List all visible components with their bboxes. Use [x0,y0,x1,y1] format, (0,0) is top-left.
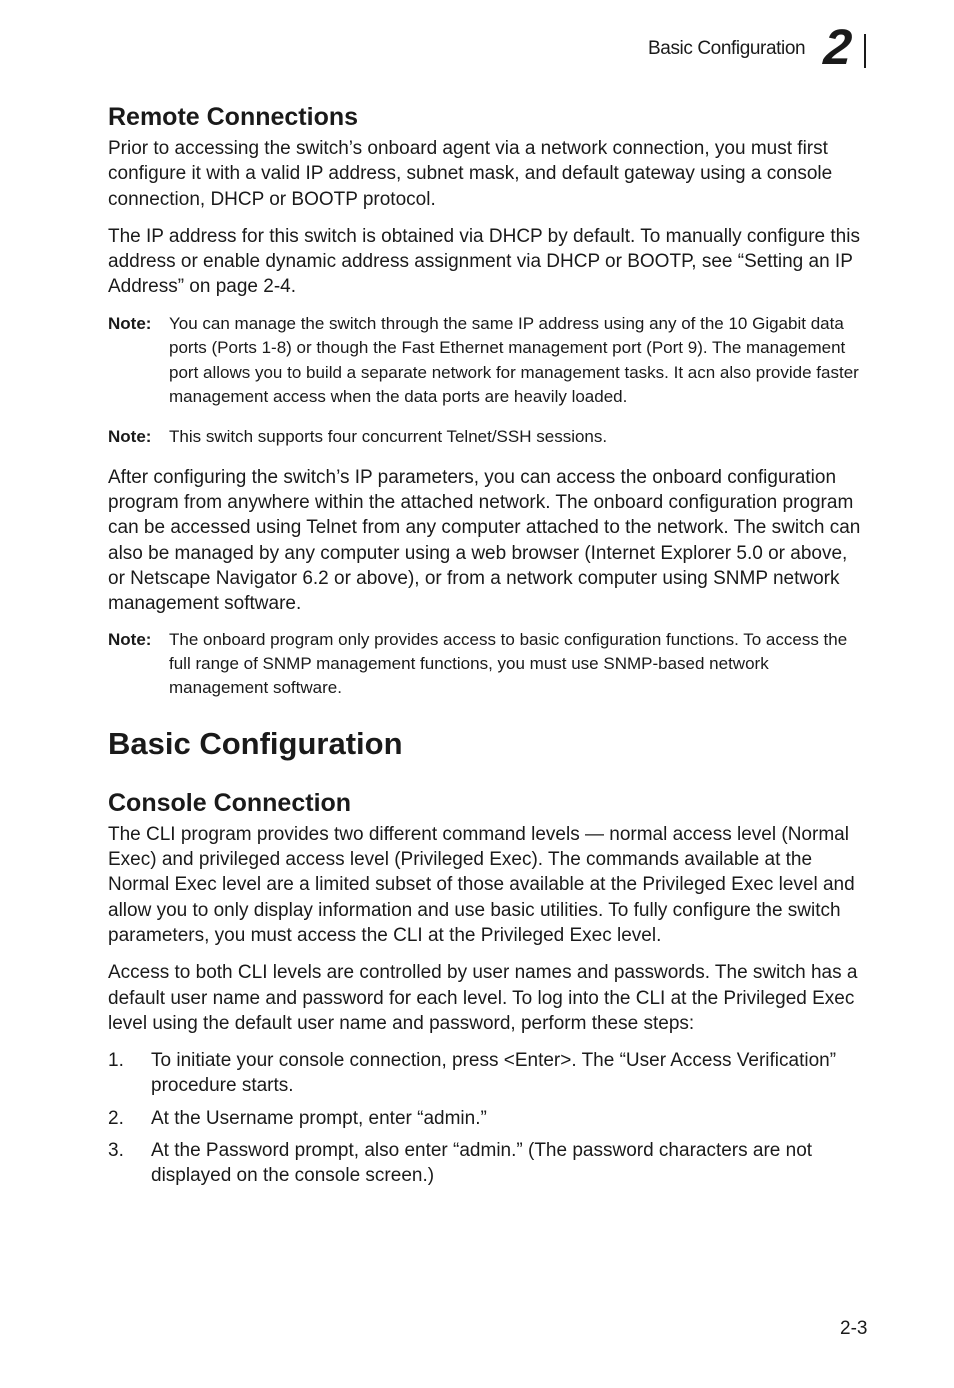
list-item [108,1048,868,1099]
step-number: 1. [108,1050,124,1072]
console-connection-heading: Console Connection [108,788,352,817]
basic-configuration-heading: Basic Configuration [108,725,403,761]
list-item [108,1138,868,1189]
note-label: Note: [108,313,152,333]
running-header-title: Basic Configuration [648,38,806,59]
console-para-1: The CLI program provides two different command levels — normal access level (Normal Exec) and privileged access level (Privileged Exec). The commands available at the Normal Exec level are a limited subset of those available at the Privileged Exec level and allow you to only display information and use basic utilities. To fully configure the switch parameters, you must access the CLI at the Privileged Exec level. [108,823,855,946]
step-number: 2. [108,1107,124,1129]
step-text: At the Username prompt, enter “admin.” [151,1107,487,1129]
remote-para-1: Prior to accessing the switch’s onboard agent via a network connection, you must first configure it with a valid IP address, subnet mask, and default gateway using a console connection, DHCP or BOOTP protocol. [108,138,833,210]
note-management-port [108,312,868,410]
note-text: You can manage the switch through the same IP address using any of the 10 Gigabit data ports (Ports 1-8) or though the Fast Ethernet management port (Port 9). The management port allows you to build a separate network for management tasks. It acn also provide faster management access when the data ports are heavily loaded. [169,313,859,406]
note-text: The onboard program only provides access to basic configuration functions. To access the full range of SNMP management functions, you must use SNMP-based network management software. [169,629,848,698]
note-label: Note: [108,629,152,649]
page-number: 2-3 [840,1318,868,1339]
remote-para-2: The IP address for this switch is obtained via DHCP by default. To manually configure this address or enable dynamic address assignment via DHCP or BOOTP, see “Setting an IP Address” on page 2-4. [108,225,860,298]
remote-para-3: After configuring the switch’s IP parameters, you can access the onboard configuration program from anywhere within the attached network. The onboard configuration program can be accessed using Telnet from any computer attached to the network. The switch can also be managed by any computer using a web browser (Internet Explorer 5.0 or above, or Netscape Navigator 6.2 or above), or from a network computer using SNMP network management software. [108,466,861,615]
chapter-number: 2 [822,19,854,75]
remote-connections-heading: Remote Connections [108,103,359,131]
step-text: At the Password prompt, also enter “admin.” (The password characters are not displayed on the console screen.) [151,1140,813,1187]
list-item [108,1106,868,1131]
note-label: Note: [108,427,152,447]
chapter-divider [864,34,866,68]
console-para-2: Access to both CLI levels are controlled by user names and passwords. The switch has a default user name and password for each level. To log into the CLI at the Privileged Exec level using the default user name and password, perform these steps: [108,962,858,1034]
step-text: To initiate your console connection, press <Enter>. The “User Access Verification” procedure starts. [151,1050,837,1097]
page-content [108,100,868,1189]
step-number: 3. [108,1140,124,1162]
note-telnet-sessions [108,425,868,449]
note-snmp [108,628,868,701]
note-text: This switch supports four concurrent Telnet/SSH sessions. [169,427,608,447]
